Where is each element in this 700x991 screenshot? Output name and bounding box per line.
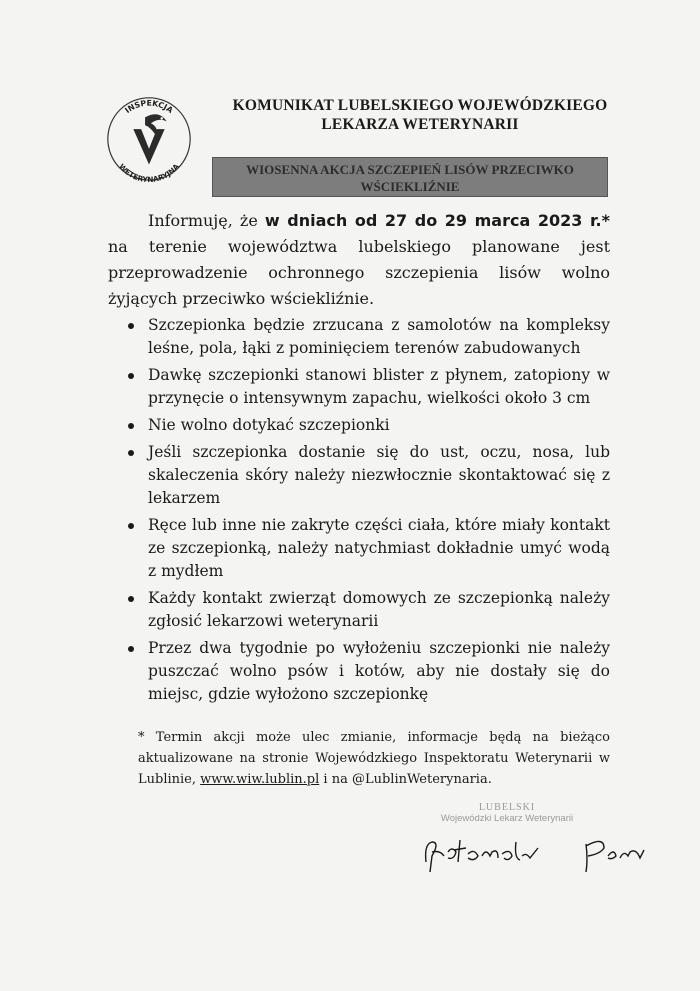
footnote-text-after: i na @LublinWeterynaria. xyxy=(319,772,492,787)
bullet-icon xyxy=(128,323,134,329)
stamp-line-1: LUBELSKI xyxy=(478,802,536,813)
intro-text-before: Informuję, że xyxy=(148,211,265,230)
title-line-2: LEKARZA WETERYNARII xyxy=(321,116,519,133)
svg-text:INSPEKCJA xyxy=(123,99,175,116)
list-item: Przez dwa tygodnie po wyłożeniu szczepionki nie należy puszczać wolno psów i kotów, aby nie dostały się do miejsc, gdzie wyłożono szczepionkę xyxy=(118,637,610,706)
official-stamp xyxy=(432,802,582,824)
inspekcja-weterynaryjna-logo xyxy=(100,88,198,186)
logo-text-top: INSPEKCJA xyxy=(123,98,175,116)
intro-text-after: na terenie województwa lubelskiego planowane jest przeprowadzenie ochronnego szczepienia lisów wolno żyjących przeciwko wściekliźnie. xyxy=(108,237,610,308)
campaign-banner xyxy=(212,157,608,197)
intro-date-bold: w dniach od 27 do 29 marca 2023 r.* xyxy=(264,211,611,230)
stamp-line-2: Wojewódzki Lekarz Weterynarii xyxy=(440,813,574,824)
banner-line-1: WIOSENNA AKCJA SZCZEPIEŃ LISÓW PRZECIWKO xyxy=(246,162,574,177)
list-item: Jeśli szczepionka dostanie się do ust, oczu, nosa, lub skaleczenia skóry należy niezwłocznie skontaktować się z lekarzem xyxy=(118,441,610,510)
list-item: Każdy kontakt zwierząt domowych ze szczepionką należy zgłosić lekarzowi weterynarii xyxy=(118,587,610,633)
list-item: Dawkę szczepionki stanowi blister z płynem, zatopiony w przynęcie o intensywnym zapachu, wielkości około 3 cm xyxy=(118,364,610,410)
bullet-icon xyxy=(128,596,134,602)
list-item: Ręce lub inne nie zakryte części ciała, które miały kontakt ze szczepionką, należy natychmiast dokładnie umyć wodą z mydłem xyxy=(118,514,610,583)
footnote xyxy=(138,727,610,790)
website-link[interactable]: www.wiw.lublin.pl xyxy=(200,772,320,787)
bullet-icon xyxy=(128,450,134,456)
list-item: Nie wolno dotykać szczepionki xyxy=(118,414,610,437)
bullet-icon xyxy=(128,423,134,429)
list-item: Szczepionka będzie zrzucana z samolotów na kompleksy leśne, pola, łąki z pominięciem terenów zabudowanych xyxy=(118,314,610,360)
bullet-icon xyxy=(128,373,134,379)
svg-text:WETERYNARYJNA xyxy=(117,162,181,184)
bullet-icon xyxy=(128,523,134,529)
bullet-icon xyxy=(128,646,134,652)
title-line-1: KOMUNIKAT LUBELSKIEGO WOJEWÓDZKIEGO xyxy=(232,97,608,114)
instructions-list xyxy=(118,314,610,710)
footnote-text-before: * Termin akcji może ulec zmianie, informacje będą na bieżąco aktualizowane na stronie Wojewódzkiego Inspektoratu Weterynarii w Lublinie, xyxy=(138,730,610,787)
banner-line-2: WŚCIEKLIŹNIE xyxy=(360,179,460,194)
handwritten-signature xyxy=(418,822,658,892)
logo-text-bottom: WETERYNARYJNA xyxy=(116,161,181,185)
document-title xyxy=(210,96,630,134)
intro-paragraph xyxy=(108,208,610,312)
